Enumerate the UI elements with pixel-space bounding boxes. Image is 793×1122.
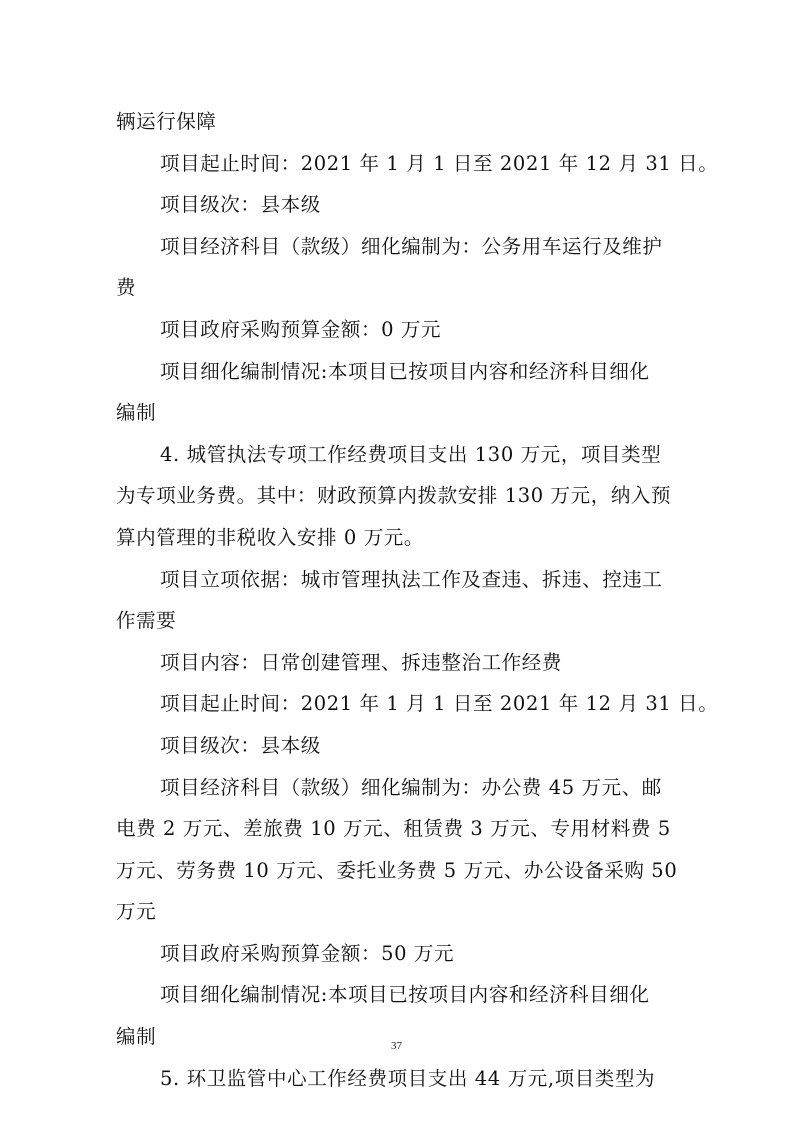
text-line: 5. 环卫监管中心工作经费项目支出 44 万元,项目类型为 bbox=[160, 1066, 656, 1090]
text-line: 项目政府采购预算金额：50 万元 bbox=[160, 941, 455, 965]
text-line: 作需要 bbox=[116, 609, 177, 633]
text-line: 项目细化编制情况:本项目已按项目内容和经济科目细化 bbox=[160, 983, 650, 1007]
text-line: 项目级次：县本级 bbox=[160, 733, 321, 757]
page-number: 37 bbox=[391, 1040, 402, 1052]
text-line: 项目内容：日常创建管理、拆违整治工作经费 bbox=[160, 650, 563, 674]
text-line: 辆运行保障 bbox=[116, 110, 217, 133]
text-line: 项目立项依据：城市管理执法工作及查违、拆违、控违工 bbox=[160, 567, 663, 591]
body-text bbox=[116, 101, 719, 1099]
text-line: 项目经济科目（款级）细化编制为：公务用车运行及维护 bbox=[160, 234, 663, 258]
text-line: 为专项业务费。其中：财政预算内拨款安排 130 万元，纳入预 bbox=[116, 484, 672, 508]
text-line: 算内管理的非税收入安排 0 万元。 bbox=[116, 525, 425, 549]
text-line: 电费 2 万元、差旅费 10 万元、租赁费 3 万元、专用材料费 5 bbox=[116, 817, 671, 841]
text-line: 编制 bbox=[116, 401, 157, 425]
text-line: 4. 城管执法专项工作经费项目支出 130 万元，项目类型 bbox=[160, 442, 662, 466]
text-line: 项目级次：县本级 bbox=[160, 193, 321, 217]
text-line: 项目起止时间：2021 年 1 月 1 日至 2021 年 12 月 31 日。 bbox=[160, 151, 719, 175]
text-line: 项目经济科目（款级）细化编制为：办公费 45 万元、邮 bbox=[160, 775, 662, 799]
text-line: 费 bbox=[116, 276, 137, 300]
text-line: 项目起止时间：2021 年 1 月 1 日至 2021 年 12 月 31 日。 bbox=[160, 692, 719, 716]
text-line: 万元 bbox=[116, 900, 157, 924]
text-line: 编制 bbox=[116, 1025, 157, 1049]
text-line: 项目细化编制情况:本项目已按项目内容和经济科目细化 bbox=[160, 359, 650, 383]
text-line: 万元、劳务费 10 万元、委托业务费 5 万元、办公设备采购 50 bbox=[116, 858, 678, 882]
text-line: 项目政府采购预算金额：0 万元 bbox=[160, 317, 442, 341]
